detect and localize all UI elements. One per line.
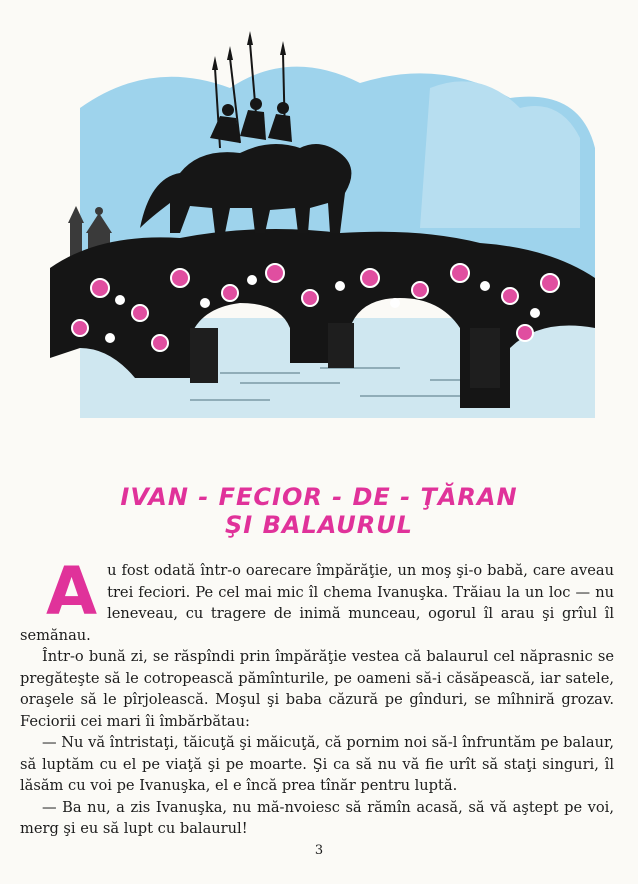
page-number: 3 bbox=[314, 843, 324, 858]
paragraph-2: Într-o bună zi, se răspîndi prin împărăţie vestea că balaurul cel năprasnic se pregăteşte să le cotropească pămînturile, pe oameni să-i căsăpească, iar satele, oraşele să le pîrjolească. Moşul şi baba căzură pe gînduri, se mîhniră grozav. Feciorii cei mari îi îmbărbătau: bbox=[20, 648, 614, 730]
paragraph-1-text: u fost odată într-o oarecare împărăţie, un moş şi-o babă, care aveau trei feciori. Pe cel mai mic îl chema Ivanuşka. Trăiau la un loc — nu leneveau, cu tragere de inimă munceau, ogorul îl arau şi grîul îl semănau. bbox=[20, 562, 614, 644]
illustration-three-riders-on-bridge bbox=[40, 28, 598, 420]
paragraph-4: — Ba nu, a zis Ivanuşka, nu mă-nvoiesc să rămîn acasă, să vă aştept pe voi, merg şi eu să lupt cu balaurul! bbox=[20, 798, 614, 837]
story-body bbox=[20, 553, 614, 840]
drop-cap: A bbox=[46, 553, 98, 630]
story-title-line-1: IVAN - FECIOR - DE - ŢĂRAN bbox=[120, 483, 518, 511]
paragraph-1 bbox=[20, 553, 614, 646]
story-title-line-2: ŞI BALAURUL bbox=[225, 511, 413, 539]
paragraph-3: — Nu vă întristaţi, tăicuţă şi măicuţă, că pornim noi să-l înfruntăm pe balaur, să luptăm cu el pe viaţă şi pe moarte. Şi ca să nu vă fie urît să staţi singuri, îl lăsăm cu voi pe Ivanuşka, el e încă prea tînăr pentru luptă. bbox=[20, 734, 614, 794]
